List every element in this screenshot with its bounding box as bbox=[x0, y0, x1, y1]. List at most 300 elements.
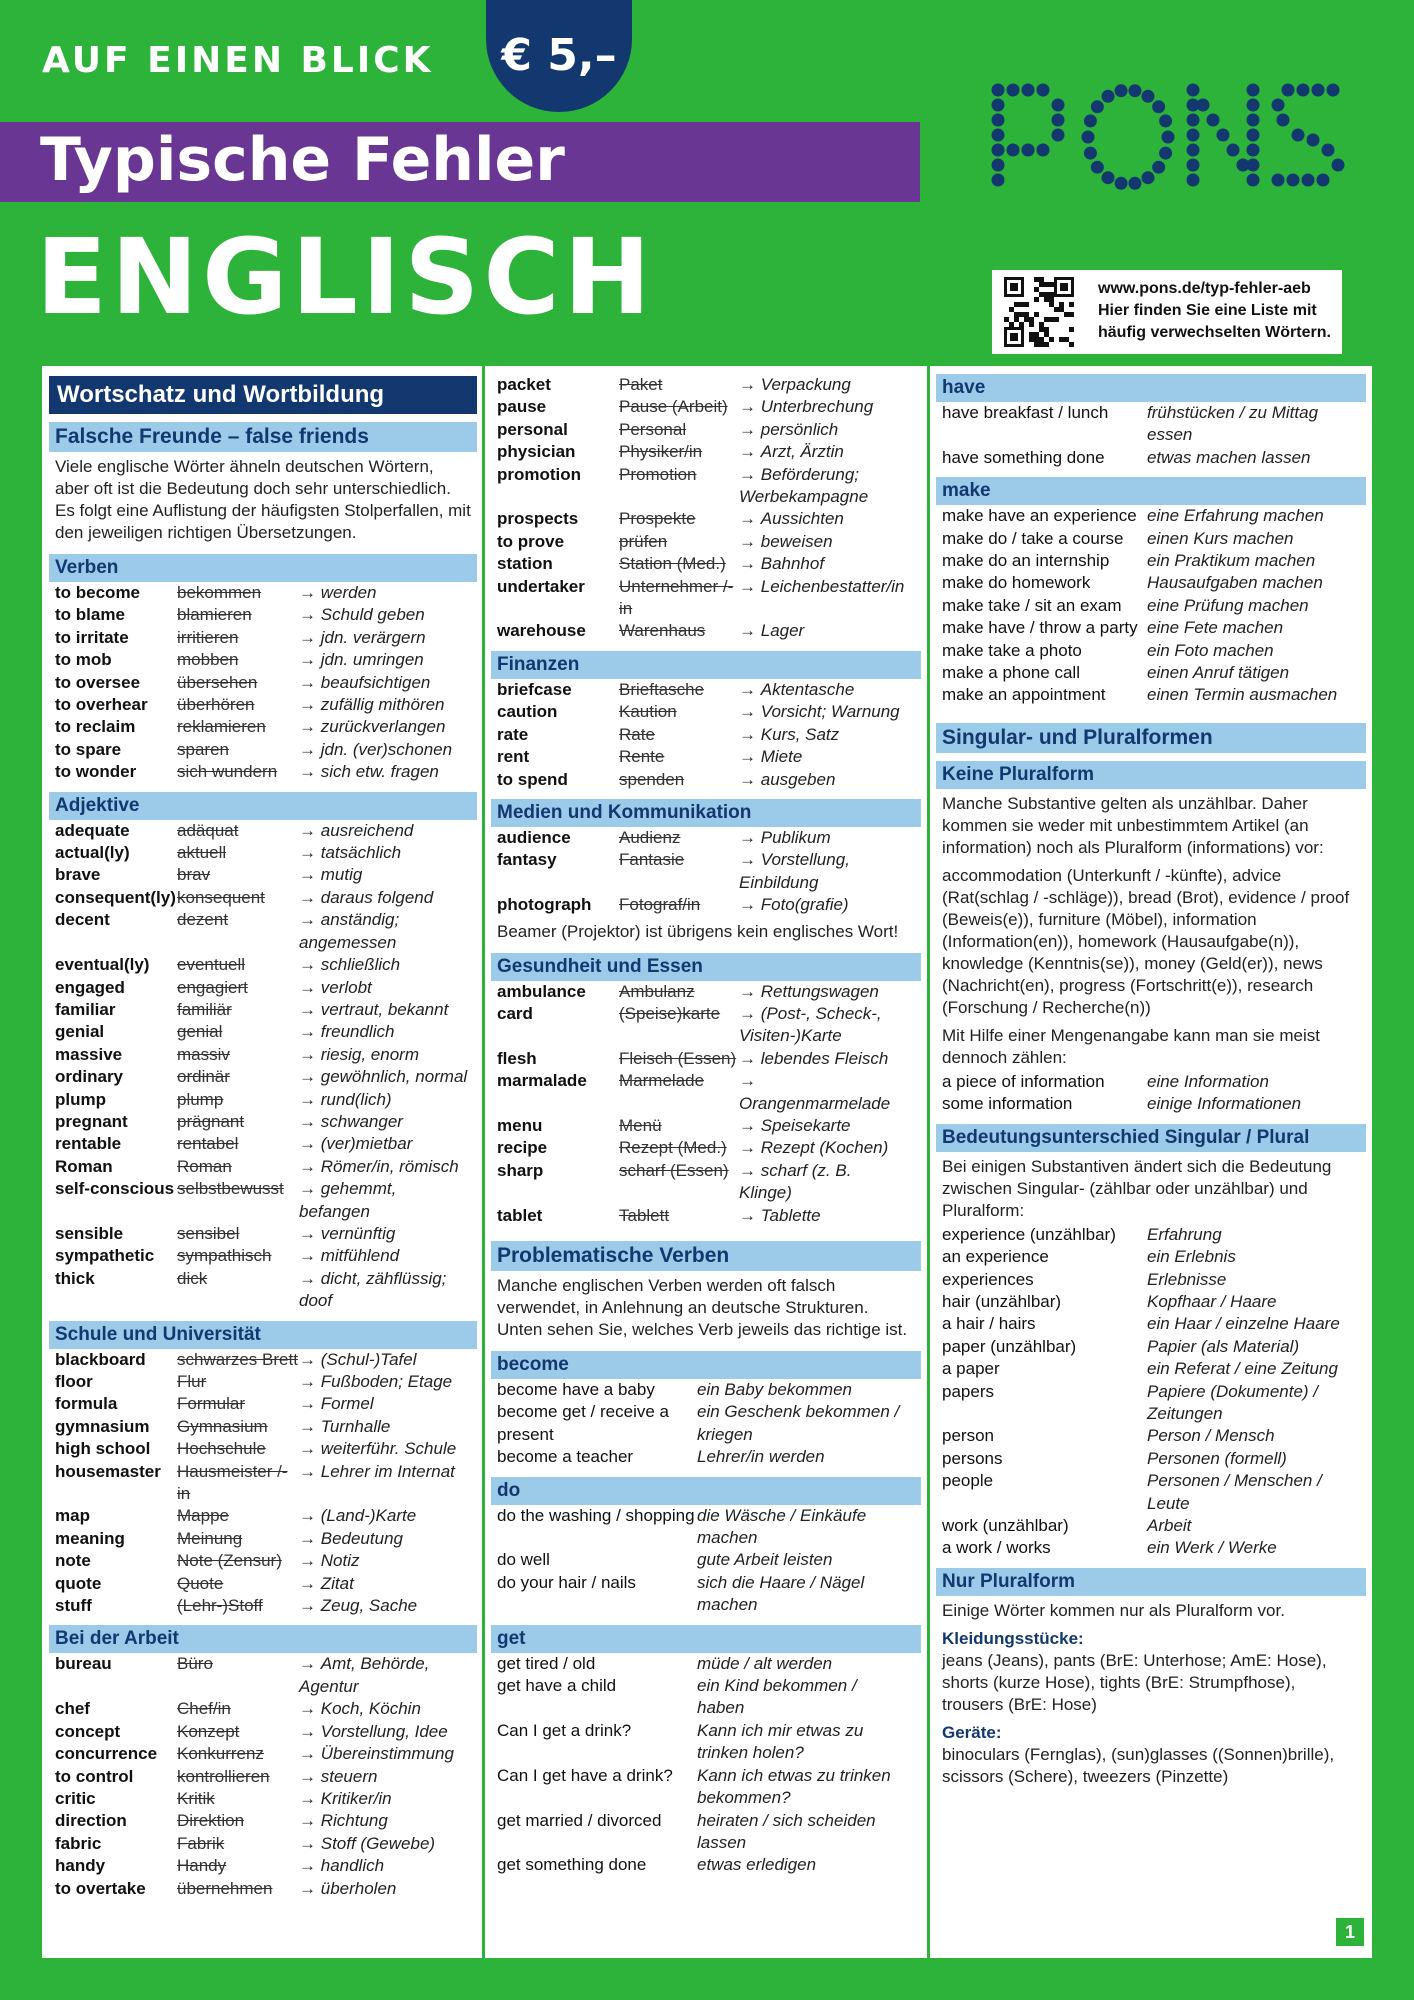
correct-translation: → lebendes Fleisch bbox=[739, 1048, 909, 1070]
german-false-friend: konsequent bbox=[177, 887, 265, 907]
logo-dot bbox=[1152, 161, 1165, 174]
logo-dot bbox=[1102, 171, 1115, 184]
logo-dot bbox=[1052, 114, 1065, 127]
correct-translation: → werden bbox=[299, 582, 469, 604]
english-word: card bbox=[497, 1003, 533, 1023]
logo-dot bbox=[1091, 161, 1104, 174]
subsection-meaning-difference: Bedeutungsunterschied Singular / Plural bbox=[936, 1124, 1366, 1152]
german-false-friend: Hochschule bbox=[177, 1439, 266, 1459]
logo-dot bbox=[1187, 114, 1200, 127]
correct-translation: → ausreichend bbox=[299, 820, 469, 842]
usage-row bbox=[491, 1379, 921, 1401]
german-false-friend: Station (Med.) bbox=[619, 554, 726, 574]
english-word: note bbox=[55, 1551, 91, 1571]
false-friend-row bbox=[491, 894, 921, 916]
english-usage: a paper bbox=[942, 1359, 1000, 1379]
english-word: station bbox=[497, 554, 553, 574]
english-usage: make take a photo bbox=[942, 640, 1082, 660]
correct-translation: → Bedeutung bbox=[299, 1528, 469, 1550]
english-usage: Can I get have a drink? bbox=[497, 1765, 673, 1785]
price-badge: € 5,– bbox=[486, 0, 632, 112]
german-false-friend: familiär bbox=[177, 999, 232, 1019]
false-friend-row bbox=[49, 672, 477, 694]
intro-text: Viele englische Wörter ähneln deutschen Wörtern, aber oft ist die Bedeutung doch sehr unterschiedlich. Es folgt eine Auflistung der häufigsten Stolperfallen, mit den jeweiligen richtigen Übersetzungen. bbox=[55, 457, 471, 542]
false-friend-row bbox=[491, 849, 921, 894]
english-word: packet bbox=[497, 375, 551, 394]
false-friend-row bbox=[491, 1048, 921, 1070]
subsection-no-plural: Keine Pluralform bbox=[936, 761, 1366, 789]
false-friend-row bbox=[49, 1743, 477, 1765]
correct-translation: → steuern bbox=[299, 1766, 469, 1788]
logo-dot bbox=[992, 99, 1005, 112]
usage-row bbox=[491, 1505, 921, 1550]
correct-translation: → Zeug, Sache bbox=[299, 1595, 469, 1617]
english-word: photograph bbox=[497, 895, 592, 915]
english-usage: person bbox=[942, 1426, 994, 1446]
usage-row bbox=[491, 1720, 921, 1765]
german-false-friend: Gymnasium bbox=[177, 1416, 268, 1436]
logo-dot bbox=[992, 174, 1005, 187]
german-false-friend: Konzept bbox=[177, 1721, 240, 1741]
german-meaning: ein Werk / Werke bbox=[1147, 1538, 1277, 1558]
english-word: to reclaim bbox=[55, 717, 136, 737]
column-3 bbox=[936, 366, 1366, 1790]
german-meaning: ein Praktikum machen bbox=[1147, 551, 1316, 571]
german-false-friend: Pause (Arbeit) bbox=[619, 397, 728, 417]
correct-translation: → zufällig mithören bbox=[299, 694, 469, 716]
english-word: warehouse bbox=[497, 621, 586, 641]
german-false-friend: adäquat bbox=[177, 820, 239, 840]
logo-dot bbox=[992, 144, 1005, 157]
correct-translation: → Vorsicht; Warnung bbox=[739, 701, 909, 723]
german-false-friend: irritieren bbox=[177, 627, 239, 647]
german-false-friend: sich wundern bbox=[177, 762, 278, 782]
german-false-friend: mobben bbox=[177, 650, 239, 670]
english-word: actual(ly) bbox=[55, 843, 130, 863]
usage-row bbox=[936, 550, 1366, 572]
english-word: chef bbox=[55, 1699, 90, 1719]
subsection-false-friends: Falsche Freunde – false friends bbox=[49, 422, 477, 452]
logo-dot bbox=[1207, 114, 1220, 127]
false-friend-row bbox=[49, 887, 477, 909]
correct-translation: → weiterführ. Schule bbox=[299, 1438, 469, 1460]
series-label: AUF EINEN BLICK bbox=[42, 40, 434, 81]
false-friend-row bbox=[491, 1205, 921, 1227]
german-meaning: die Wäsche / Einkäufe machen bbox=[697, 1505, 867, 1548]
qr-url[interactable]: www.pons.de/typ-fehler-aeb bbox=[1098, 280, 1311, 297]
qr-code-icon[interactable] bbox=[1004, 277, 1074, 347]
english-word: fantasy bbox=[497, 850, 557, 870]
false-friend-row bbox=[491, 1070, 921, 1115]
false-friend-row bbox=[491, 396, 921, 418]
correct-translation: → verlobt bbox=[299, 977, 469, 999]
usage-row bbox=[491, 1401, 921, 1446]
english-word: sensible bbox=[55, 1223, 124, 1243]
german-false-friend: Rate bbox=[619, 724, 655, 744]
german-meaning: einige Informationen bbox=[1147, 1094, 1302, 1114]
english-usage: have something done bbox=[942, 447, 1105, 467]
false-friend-row bbox=[491, 419, 921, 441]
german-false-friend: Warenhaus bbox=[619, 621, 706, 641]
german-false-friend: Hausmeister /-in bbox=[177, 1461, 288, 1504]
german-false-friend: Fantasie bbox=[619, 850, 685, 870]
english-word: genial bbox=[55, 1022, 105, 1042]
correct-translation: → Kritiker/in bbox=[299, 1788, 469, 1810]
logo-dot bbox=[1142, 171, 1155, 184]
false-friend-row bbox=[49, 1133, 477, 1155]
english-usage: work (unzählbar) bbox=[942, 1515, 1069, 1535]
english-usage: a hair / hairs bbox=[942, 1314, 1036, 1334]
english-word: to wonder bbox=[55, 762, 137, 782]
german-meaning: Papiere (Dokumente) / Zeitungen bbox=[1147, 1381, 1319, 1423]
logo-dot bbox=[1159, 147, 1172, 160]
false-friend-row bbox=[49, 864, 477, 886]
logo-dot bbox=[1197, 99, 1210, 112]
usage-row bbox=[491, 1854, 921, 1876]
page-number: 1 bbox=[1336, 1918, 1364, 1946]
group-title: Finanzen bbox=[491, 651, 921, 679]
german-false-friend: blamieren bbox=[177, 605, 252, 625]
english-word: to prove bbox=[497, 531, 565, 551]
correct-translation: → Formel bbox=[299, 1393, 469, 1415]
logo-dot bbox=[1297, 84, 1310, 97]
german-false-friend: Unternehmer /-in bbox=[619, 576, 734, 619]
english-word: audience bbox=[497, 827, 571, 847]
logo-dot bbox=[1247, 144, 1260, 157]
german-false-friend: Fabrik bbox=[177, 1833, 225, 1853]
logo-dot bbox=[992, 159, 1005, 172]
english-word: recipe bbox=[497, 1138, 548, 1158]
false-friend-row bbox=[49, 1066, 477, 1088]
german-meaning: sich die Haare / Nägel machen bbox=[697, 1572, 865, 1615]
english-word: pregnant bbox=[55, 1111, 128, 1131]
german-false-friend: Audienz bbox=[619, 827, 681, 847]
logo-dot bbox=[1022, 84, 1035, 97]
logo-dot bbox=[1237, 159, 1250, 172]
false-friend-row bbox=[49, 1810, 477, 1832]
german-false-friend: Mappe bbox=[177, 1506, 229, 1526]
german-meaning: einen Termin ausmachen bbox=[1147, 685, 1338, 705]
german-false-friend: Marmelade bbox=[619, 1071, 705, 1091]
section-problem-verbs: Problematische Verben bbox=[491, 1241, 921, 1271]
false-friend-row bbox=[491, 981, 921, 1003]
correct-translation: → jdn. (ver)schonen bbox=[299, 739, 469, 761]
english-word: Roman bbox=[55, 1156, 113, 1176]
false-friend-row bbox=[49, 1505, 477, 1527]
english-word: eventual(ly) bbox=[55, 955, 150, 975]
german-false-friend: Ambulanz bbox=[619, 981, 695, 1001]
uncountable-list: accommodation (Unterkunft / -künfte), advice (Rat(schlag / -schläge)), bread (Brot), evidence / proof (Beweis(e)), furniture (Möbel), information (Information(en)), homework (Hausaufgabe(n)), knowledge (Kenntnis(se)), money (Geld(er)), news (Nachricht(en), progress (Fortschritt(e)), research (Forschung / Recherche(n)) bbox=[942, 865, 1350, 1017]
english-word: engaged bbox=[55, 977, 125, 997]
logo-dot bbox=[1227, 144, 1240, 157]
german-false-friend: eventuell bbox=[177, 955, 246, 975]
false-friend-row bbox=[491, 464, 921, 509]
false-friend-row bbox=[49, 604, 477, 626]
german-meaning: ein Baby bekommen bbox=[697, 1380, 852, 1399]
logo-dot bbox=[1307, 134, 1320, 147]
logo-dot bbox=[1317, 174, 1330, 187]
correct-translation: → überholen bbox=[299, 1878, 469, 1900]
correct-translation: → Beförderung; Werbekampagne bbox=[739, 464, 909, 509]
logo-dot bbox=[1332, 159, 1345, 172]
logo-dot bbox=[1322, 144, 1335, 157]
correct-translation: → Publikum bbox=[739, 827, 909, 849]
german-meaning: gute Arbeit leisten bbox=[697, 1550, 833, 1570]
correct-translation: → scharf (z. B. Klinge) bbox=[739, 1160, 909, 1205]
false-friend-row bbox=[49, 1268, 477, 1313]
column-2 bbox=[491, 366, 921, 1877]
usage-row bbox=[936, 572, 1366, 594]
correct-translation: → Rezept (Kochen) bbox=[739, 1137, 909, 1159]
logo-dot bbox=[992, 114, 1005, 127]
german-false-friend: dick bbox=[177, 1268, 208, 1288]
english-word: rate bbox=[497, 724, 529, 744]
english-word: consequent(ly) bbox=[55, 887, 176, 907]
logo-dot bbox=[1084, 147, 1097, 160]
usage-row bbox=[936, 1425, 1366, 1447]
false-friend-row bbox=[49, 1349, 477, 1371]
group-title: Bei der Arbeit bbox=[49, 1625, 477, 1653]
false-friend-row bbox=[491, 769, 921, 791]
logo-dot bbox=[1302, 174, 1315, 187]
english-word: menu bbox=[497, 1115, 543, 1135]
quantity-note: Mit Hilfe einer Mengenangabe kann man sie meist dennoch zählen: bbox=[942, 1025, 1320, 1067]
false-friend-row bbox=[491, 679, 921, 701]
column-1 bbox=[49, 366, 477, 1900]
english-word: stuff bbox=[55, 1596, 92, 1616]
correct-translation: → Zitat bbox=[299, 1573, 469, 1595]
false-friend-row bbox=[491, 553, 921, 575]
usage-row bbox=[936, 528, 1366, 550]
correct-translation: → Vorstellung, Einbildung bbox=[739, 849, 909, 894]
german-false-friend: Physiker/in bbox=[619, 442, 703, 462]
german-false-friend: sympathisch bbox=[177, 1246, 272, 1266]
english-word: gymnasium bbox=[55, 1416, 150, 1436]
correct-translation: → gehemmt, befangen bbox=[299, 1178, 469, 1223]
german-false-friend: Kritik bbox=[177, 1788, 215, 1808]
english-usage: make a phone call bbox=[942, 663, 1080, 683]
pons-logo bbox=[988, 82, 1378, 202]
logo-dot bbox=[1277, 114, 1290, 127]
logo-dot bbox=[1187, 174, 1200, 187]
english-word: to mob bbox=[55, 650, 112, 670]
german-false-friend: schwarzes Brett bbox=[177, 1349, 298, 1369]
german-meaning: Erlebnisse bbox=[1147, 1269, 1227, 1289]
correct-translation: → Orangenmarmelade bbox=[739, 1070, 909, 1115]
german-meaning: ein Geschenk bekommen / kriegen bbox=[697, 1402, 900, 1444]
qr-line1: Hier finden Sie eine Liste mit bbox=[1098, 302, 1317, 319]
correct-translation: → tatsächlich bbox=[299, 842, 469, 864]
verb-title: do bbox=[491, 1477, 921, 1505]
correct-translation: → Turnhalle bbox=[299, 1416, 469, 1438]
english-word: brave bbox=[55, 865, 101, 885]
correct-translation: → rund(lich) bbox=[299, 1089, 469, 1111]
german-meaning: Kann ich mir etwas zu trinken holen? bbox=[697, 1720, 864, 1763]
german-false-friend: Roman bbox=[177, 1156, 232, 1176]
german-false-friend: übersehen bbox=[177, 672, 258, 692]
correct-translation: → daraus folgend bbox=[299, 887, 469, 909]
german-meaning: ein Haar / einzelne Haare bbox=[1147, 1314, 1340, 1334]
false-friend-row bbox=[491, 508, 921, 530]
false-friend-row bbox=[491, 620, 921, 642]
logo-dot bbox=[1007, 84, 1020, 97]
german-false-friend: genial bbox=[177, 1022, 223, 1042]
german-false-friend: massiv bbox=[177, 1044, 230, 1064]
false-friend-row bbox=[491, 701, 921, 723]
correct-translation: → jdn. umringen bbox=[299, 649, 469, 671]
false-friend-row bbox=[49, 1550, 477, 1572]
false-friend-row bbox=[491, 1003, 921, 1048]
german-false-friend: (Lehr-)Stoff bbox=[177, 1596, 263, 1616]
logo-dot bbox=[1037, 84, 1050, 97]
usage-row bbox=[936, 1313, 1366, 1335]
german-meaning: eine Prüfung machen bbox=[1147, 595, 1309, 615]
english-word: rent bbox=[497, 747, 530, 767]
english-word: familiar bbox=[55, 999, 116, 1019]
false-friend-row bbox=[491, 1160, 921, 1205]
logo-dot bbox=[1282, 84, 1295, 97]
logo-dot bbox=[1247, 114, 1260, 127]
group-title: Gesundheit und Essen bbox=[491, 953, 921, 981]
false-friend-row bbox=[49, 1461, 477, 1506]
false-friend-row bbox=[49, 1223, 477, 1245]
english-usage: become get / receive a present bbox=[497, 1402, 669, 1444]
page-title: Typische Fehler bbox=[40, 125, 565, 195]
usage-row bbox=[936, 595, 1366, 617]
false-friend-row bbox=[49, 1245, 477, 1267]
english-word: prospects bbox=[497, 509, 579, 529]
english-word: massive bbox=[55, 1044, 123, 1064]
correct-translation: → (Land-)Karte bbox=[299, 1505, 469, 1527]
german-false-friend: reklamieren bbox=[177, 717, 266, 737]
german-false-friend: dezent bbox=[177, 910, 229, 930]
english-usage: make an appointment bbox=[942, 685, 1106, 705]
usage-row bbox=[936, 1269, 1366, 1291]
german-meaning: ein Foto machen bbox=[1147, 640, 1274, 660]
correct-translation: → persönlich bbox=[739, 419, 909, 441]
english-word: to control bbox=[55, 1766, 134, 1786]
false-friend-row bbox=[49, 1438, 477, 1460]
false-friend-row bbox=[49, 1528, 477, 1550]
german-meaning: ein Kind bekommen / haben bbox=[697, 1676, 857, 1718]
usage-row bbox=[491, 1446, 921, 1468]
correct-translation: → schließlich bbox=[299, 954, 469, 976]
false-friend-row bbox=[49, 1156, 477, 1178]
false-friend-row bbox=[49, 1416, 477, 1438]
section-plural: Singular- und Pluralformen bbox=[936, 723, 1366, 753]
usage-row bbox=[491, 1675, 921, 1720]
correct-translation: → Bahnhof bbox=[739, 553, 909, 575]
false-friend-row bbox=[49, 716, 477, 738]
false-friend-row bbox=[49, 1595, 477, 1617]
german-false-friend: Paket bbox=[619, 375, 663, 394]
correct-translation: → Miete bbox=[739, 746, 909, 768]
column-divider bbox=[927, 366, 930, 1958]
correct-translation: → (Post-, Scheck-, Visiten-)Karte bbox=[739, 1003, 909, 1048]
english-usage: become a teacher bbox=[497, 1447, 634, 1467]
usage-row bbox=[936, 617, 1366, 639]
correct-translation: → Arzt, Ärztin bbox=[739, 441, 909, 463]
usage-row bbox=[491, 1810, 921, 1855]
german-false-friend: (Speise)karte bbox=[619, 1003, 721, 1023]
german-meaning: Lehrer/in werden bbox=[697, 1447, 825, 1467]
false-friend-row bbox=[491, 827, 921, 849]
english-usage: people bbox=[942, 1471, 994, 1491]
correct-translation: → freundlich bbox=[299, 1021, 469, 1043]
english-word: briefcase bbox=[497, 679, 572, 699]
english-word: ambulance bbox=[497, 981, 586, 1001]
false-friend-row bbox=[49, 1371, 477, 1393]
false-friend-row bbox=[49, 1178, 477, 1223]
meaning-intro: Bei einigen Substantiven ändert sich die Bedeutung zwischen Singular- (zählbar oder unzählbar) und Pluralform: bbox=[942, 1156, 1332, 1220]
correct-translation: → (ver)mietbar bbox=[299, 1133, 469, 1155]
german-false-friend: Rente bbox=[619, 747, 665, 767]
group-note: Beamer (Projektor) ist übrigens kein englisches Wort! bbox=[497, 921, 899, 941]
english-usage: a work / works bbox=[942, 1538, 1051, 1558]
english-word: bureau bbox=[55, 1654, 112, 1674]
verb-title: make bbox=[936, 477, 1366, 505]
logo-dot bbox=[1327, 84, 1340, 97]
clothing-text: jeans (Jeans), pants (BrE: Unterhose; AmE: Hose), shorts (kurze Hose), tights (BrE: Strumpfhose), trousers (BrE: Hose) bbox=[942, 1650, 1327, 1714]
german-false-friend: Konkurrenz bbox=[177, 1744, 264, 1764]
usage-row bbox=[936, 1093, 1366, 1115]
correct-translation: → beaufsichtigen bbox=[299, 672, 469, 694]
german-meaning: Personen (formell) bbox=[1147, 1448, 1287, 1468]
english-word: meaning bbox=[55, 1528, 125, 1548]
correct-translation: → Schuld geben bbox=[299, 604, 469, 626]
german-meaning: Hausaufgaben machen bbox=[1147, 573, 1323, 593]
devices-text: binoculars (Fernglas), (sun)glasses ((Sonnen)brille), scissors (Schere), tweezers (Pinzette) bbox=[942, 1744, 1335, 1786]
false-friend-row bbox=[49, 582, 477, 604]
german-false-friend: überhören bbox=[177, 695, 255, 715]
logo-dot bbox=[1102, 90, 1115, 103]
german-meaning: eine Erfahrung machen bbox=[1147, 506, 1324, 526]
false-friend-row bbox=[49, 1788, 477, 1810]
english-usage: make take / sit an exam bbox=[942, 595, 1122, 615]
german-meaning: heiraten / sich scheiden lassen bbox=[697, 1810, 876, 1852]
correct-translation: → Übereinstimmung bbox=[299, 1743, 469, 1765]
correct-translation: → (Schul-)Tafel bbox=[299, 1349, 469, 1371]
qr-box[interactable] bbox=[992, 270, 1342, 354]
false-friend-row bbox=[49, 1021, 477, 1043]
english-word: fabric bbox=[55, 1833, 102, 1853]
english-usage: become have a baby bbox=[497, 1380, 655, 1399]
english-usage: experience (unzählbar) bbox=[942, 1224, 1116, 1244]
english-word: to spare bbox=[55, 739, 122, 759]
false-friend-row bbox=[491, 746, 921, 768]
correct-translation: → dicht, zähflüssig; doof bbox=[299, 1268, 469, 1313]
german-false-friend: Promotion bbox=[619, 464, 697, 484]
logo-dot bbox=[1159, 114, 1172, 127]
usage-row bbox=[491, 1653, 921, 1675]
logo-dot bbox=[1084, 114, 1097, 127]
verb-title: have bbox=[936, 374, 1366, 402]
false-friend-row bbox=[49, 1855, 477, 1877]
german-false-friend: Brieftasche bbox=[619, 679, 705, 699]
german-false-friend: Menü bbox=[619, 1115, 662, 1135]
false-friend-row bbox=[49, 977, 477, 999]
english-usage: get tired / old bbox=[497, 1653, 596, 1673]
correct-translation: → Römer/in, römisch bbox=[299, 1156, 469, 1178]
correct-translation: → Lehrer im Internat bbox=[299, 1461, 469, 1506]
german-meaning: eine Fete machen bbox=[1147, 618, 1284, 638]
german-false-friend: Handy bbox=[177, 1856, 227, 1876]
german-false-friend: bekommen bbox=[177, 583, 262, 602]
german-meaning: einen Kurs machen bbox=[1147, 528, 1294, 548]
german-false-friend: Tablett bbox=[619, 1205, 670, 1225]
verbs-intro: Manche englischen Verben werden oft falsch verwendet, in Anlehnung an deutsche Strukturen. Unten sehen Sie, welches Verb jeweils das richtige ist. bbox=[497, 1276, 908, 1339]
logo-dot bbox=[1022, 144, 1035, 157]
